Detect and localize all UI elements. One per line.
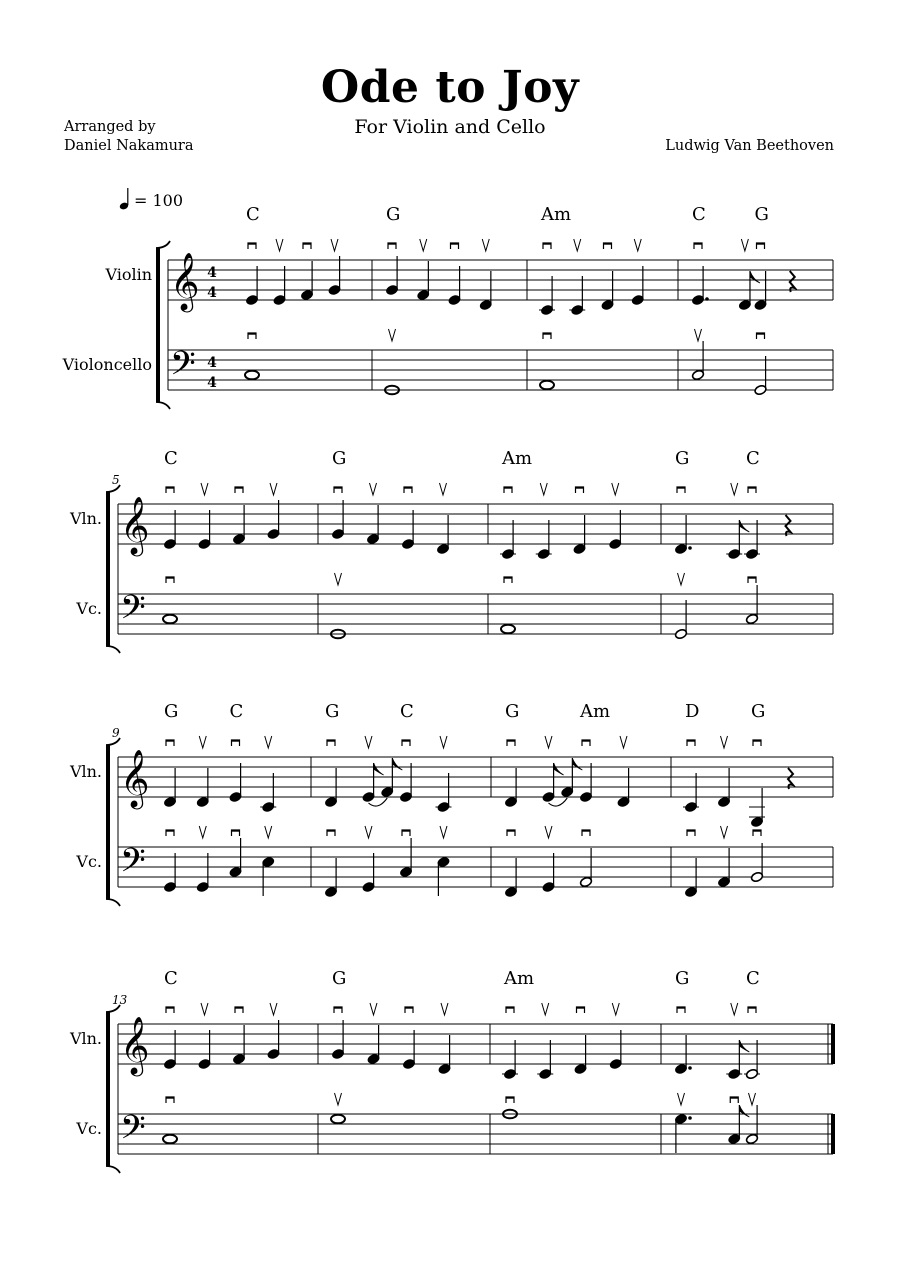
down-bow-frog: [753, 830, 761, 832]
up-bow-icon: [440, 483, 447, 495]
time-signature-denominator: 4: [207, 285, 217, 301]
system-bracket-top: [156, 241, 170, 248]
up-bow-icon: [749, 1093, 756, 1105]
dot: [688, 1116, 692, 1120]
up-bow-icon: [365, 736, 372, 748]
down-bow-frog: [543, 333, 551, 335]
instrument-label-violin: Vln.: [69, 1029, 102, 1048]
up-bow-icon: [482, 239, 489, 251]
chord-symbol: C: [692, 204, 706, 225]
system-bracket-bottom: [106, 646, 120, 653]
up-bow-icon: [335, 1093, 342, 1105]
down-bow-frog: [327, 740, 335, 742]
chord-symbol: Am: [502, 448, 533, 469]
chord-symbol: G: [386, 204, 401, 225]
up-bow-icon: [440, 826, 447, 838]
down-bow-frog: [388, 243, 396, 245]
system-bracket-bottom: [106, 899, 120, 906]
up-bow-icon: [335, 573, 342, 585]
up-bow-icon: [634, 239, 641, 251]
down-bow-frog: [402, 740, 410, 742]
up-bow-icon: [731, 483, 738, 495]
treble-clef-icon: 𝄞: [120, 1016, 150, 1074]
up-bow-icon: [440, 736, 447, 748]
up-bow-icon: [721, 826, 728, 838]
up-bow-icon: [270, 1003, 277, 1015]
chord-symbol: G: [164, 701, 179, 722]
bass-clef-icon: 𝄢: [120, 1109, 146, 1155]
down-bow-frog: [748, 577, 756, 579]
chord-symbol: Am: [504, 968, 535, 989]
dot: [688, 546, 692, 550]
eighth-flag: [739, 1105, 749, 1117]
chord-symbol: D: [685, 701, 700, 722]
up-bow-icon: [620, 736, 627, 748]
down-bow-frog: [677, 1007, 685, 1009]
down-bow-frog: [506, 1007, 514, 1009]
down-bow-frog: [543, 243, 551, 245]
treble-clef-icon: 𝄞: [170, 252, 200, 310]
eighth-flag: [554, 763, 564, 775]
up-bow-icon: [265, 826, 272, 838]
chord-symbol: G: [332, 968, 347, 989]
down-bow-frog: [166, 740, 174, 742]
down-bow-frog: [402, 830, 410, 832]
chord-symbol: C: [746, 968, 760, 989]
down-bow-frog: [506, 1097, 514, 1099]
up-bow-icon: [389, 329, 396, 341]
up-bow-icon: [741, 239, 748, 251]
chord-symbol: C: [246, 204, 260, 225]
chord-symbol: Am: [580, 701, 611, 722]
eighth-flag: [739, 520, 749, 532]
whole-note-head: [163, 615, 177, 624]
down-bow-frog: [235, 1007, 243, 1009]
instrument-label-violin: Violin: [105, 265, 152, 284]
system-bracket-bottom: [106, 1166, 120, 1173]
instrument-label-cello: Vc.: [76, 1119, 102, 1138]
down-bow-frog: [166, 577, 174, 579]
down-bow-frog: [235, 487, 243, 489]
quarter-rest-icon: [790, 271, 795, 292]
down-bow-frog: [576, 487, 584, 489]
up-bow-icon: [265, 736, 272, 748]
chord-symbol: C: [229, 701, 244, 722]
down-bow-frog: [166, 1097, 174, 1099]
down-bow-frog: [248, 333, 256, 335]
down-bow-frog: [334, 1007, 342, 1009]
measure-number: 9: [112, 726, 120, 740]
down-bow-frog: [577, 1007, 585, 1009]
down-bow-frog: [582, 830, 590, 832]
down-bow-frog: [748, 1007, 756, 1009]
down-bow-frog: [582, 740, 590, 742]
measure-number: 13: [112, 993, 128, 1007]
down-bow-frog: [604, 243, 612, 245]
down-bow-frog: [507, 740, 515, 742]
time-signature-numerator: 4: [207, 265, 217, 281]
instrument-label-cello: Violoncello: [62, 355, 152, 374]
quarter-rest-icon: [788, 768, 793, 789]
down-bow-frog: [405, 1007, 413, 1009]
treble-clef-icon: 𝄞: [120, 749, 150, 807]
up-bow-icon: [276, 239, 283, 251]
up-bow-icon: [420, 239, 427, 251]
measure-number: 5: [112, 473, 120, 487]
eighth-flag: [750, 271, 760, 283]
chord-symbol: G: [751, 701, 766, 722]
down-bow-frog: [166, 830, 174, 832]
chord-symbol: C: [164, 448, 178, 469]
quarter-rest-icon: [786, 515, 791, 536]
up-bow-icon: [678, 573, 685, 585]
up-bow-icon: [695, 329, 702, 341]
up-bow-icon: [721, 736, 728, 748]
down-bow-frog: [687, 830, 695, 832]
up-bow-icon: [545, 736, 552, 748]
down-bow-frog: [757, 333, 765, 335]
down-bow-frog: [404, 487, 412, 489]
whole-note-head: [163, 1135, 177, 1144]
up-bow-icon: [545, 826, 552, 838]
up-bow-icon: [441, 1003, 448, 1015]
arranger-name: Daniel Nakamura: [64, 138, 194, 154]
down-bow-frog: [748, 487, 756, 489]
instrument-label-violin: Vln.: [69, 509, 102, 528]
down-bow-frog: [334, 487, 342, 489]
up-bow-icon: [199, 826, 206, 838]
instrument-label-cello: Vc.: [76, 852, 102, 871]
eighth-flag: [739, 1040, 749, 1052]
whole-note-head: [245, 371, 259, 380]
down-bow-frog: [327, 830, 335, 832]
instrument-label-cello: Vc.: [76, 599, 102, 618]
chord-symbol: G: [754, 204, 769, 225]
down-bow-frog: [504, 577, 512, 579]
chord-symbol: G: [675, 968, 690, 989]
bass-clef-icon: 𝄢: [120, 842, 146, 888]
time-signature-denominator: 4: [207, 375, 217, 391]
arranged-by-label: Arranged by: [64, 119, 156, 135]
up-bow-icon: [612, 483, 619, 495]
up-bow-icon: [542, 1003, 549, 1015]
down-bow-frog: [451, 243, 459, 245]
chord-symbol: G: [675, 448, 690, 469]
whole-note-head: [331, 1115, 345, 1124]
chord-symbol: C: [164, 968, 178, 989]
up-bow-icon: [199, 736, 206, 748]
up-bow-icon: [370, 1003, 377, 1015]
eighth-flag: [572, 758, 582, 770]
up-bow-icon: [612, 1003, 619, 1015]
up-bow-icon: [365, 826, 372, 838]
score-subtitle: For Violin and Cello: [354, 116, 546, 138]
composer-credit: Ludwig Van Beethoven: [665, 138, 834, 154]
chord-symbol: G: [505, 701, 520, 722]
time-signature-numerator: 4: [207, 355, 217, 371]
eighth-flag: [374, 763, 384, 775]
chord-symbol: Am: [541, 204, 572, 225]
down-bow-frog: [677, 487, 685, 489]
dot: [688, 1066, 692, 1070]
down-bow-frog: [730, 1097, 738, 1099]
up-bow-icon: [731, 1003, 738, 1015]
up-bow-icon: [331, 239, 338, 251]
bass-clef-icon: 𝄢: [170, 345, 196, 391]
down-bow-frog: [507, 830, 515, 832]
bass-clef-icon: 𝄢: [120, 589, 146, 635]
down-bow-frog: [166, 1007, 174, 1009]
chord-symbol: C: [746, 448, 760, 469]
down-bow-frog: [687, 740, 695, 742]
up-bow-icon: [540, 483, 547, 495]
down-bow-frog: [694, 243, 702, 245]
tempo-marking: = 100: [134, 191, 184, 210]
eighth-flag: [392, 758, 402, 770]
whole-note-head: [501, 625, 515, 634]
up-bow-icon: [201, 1003, 208, 1015]
down-bow-frog: [166, 487, 174, 489]
up-bow-icon: [201, 483, 208, 495]
treble-clef-icon: 𝄞: [120, 496, 150, 554]
chord-symbol: C: [400, 701, 414, 722]
up-bow-icon: [370, 483, 377, 495]
whole-note-head: [540, 381, 554, 390]
down-bow-frog: [232, 740, 240, 742]
up-bow-icon: [574, 239, 581, 251]
down-bow-frog: [248, 243, 256, 245]
down-bow-frog: [303, 243, 311, 245]
chord-symbol: G: [325, 701, 340, 722]
system-bracket-bottom: [156, 402, 170, 409]
dot: [705, 297, 709, 301]
up-bow-icon: [270, 483, 277, 495]
down-bow-frog: [757, 243, 765, 245]
up-bow-icon: [678, 1093, 685, 1105]
down-bow-frog: [504, 487, 512, 489]
down-bow-frog: [753, 740, 761, 742]
down-bow-frog: [232, 830, 240, 832]
score-title: Ode to Joy: [320, 62, 580, 113]
instrument-label-violin: Vln.: [69, 762, 102, 781]
chord-symbol: G: [332, 448, 347, 469]
